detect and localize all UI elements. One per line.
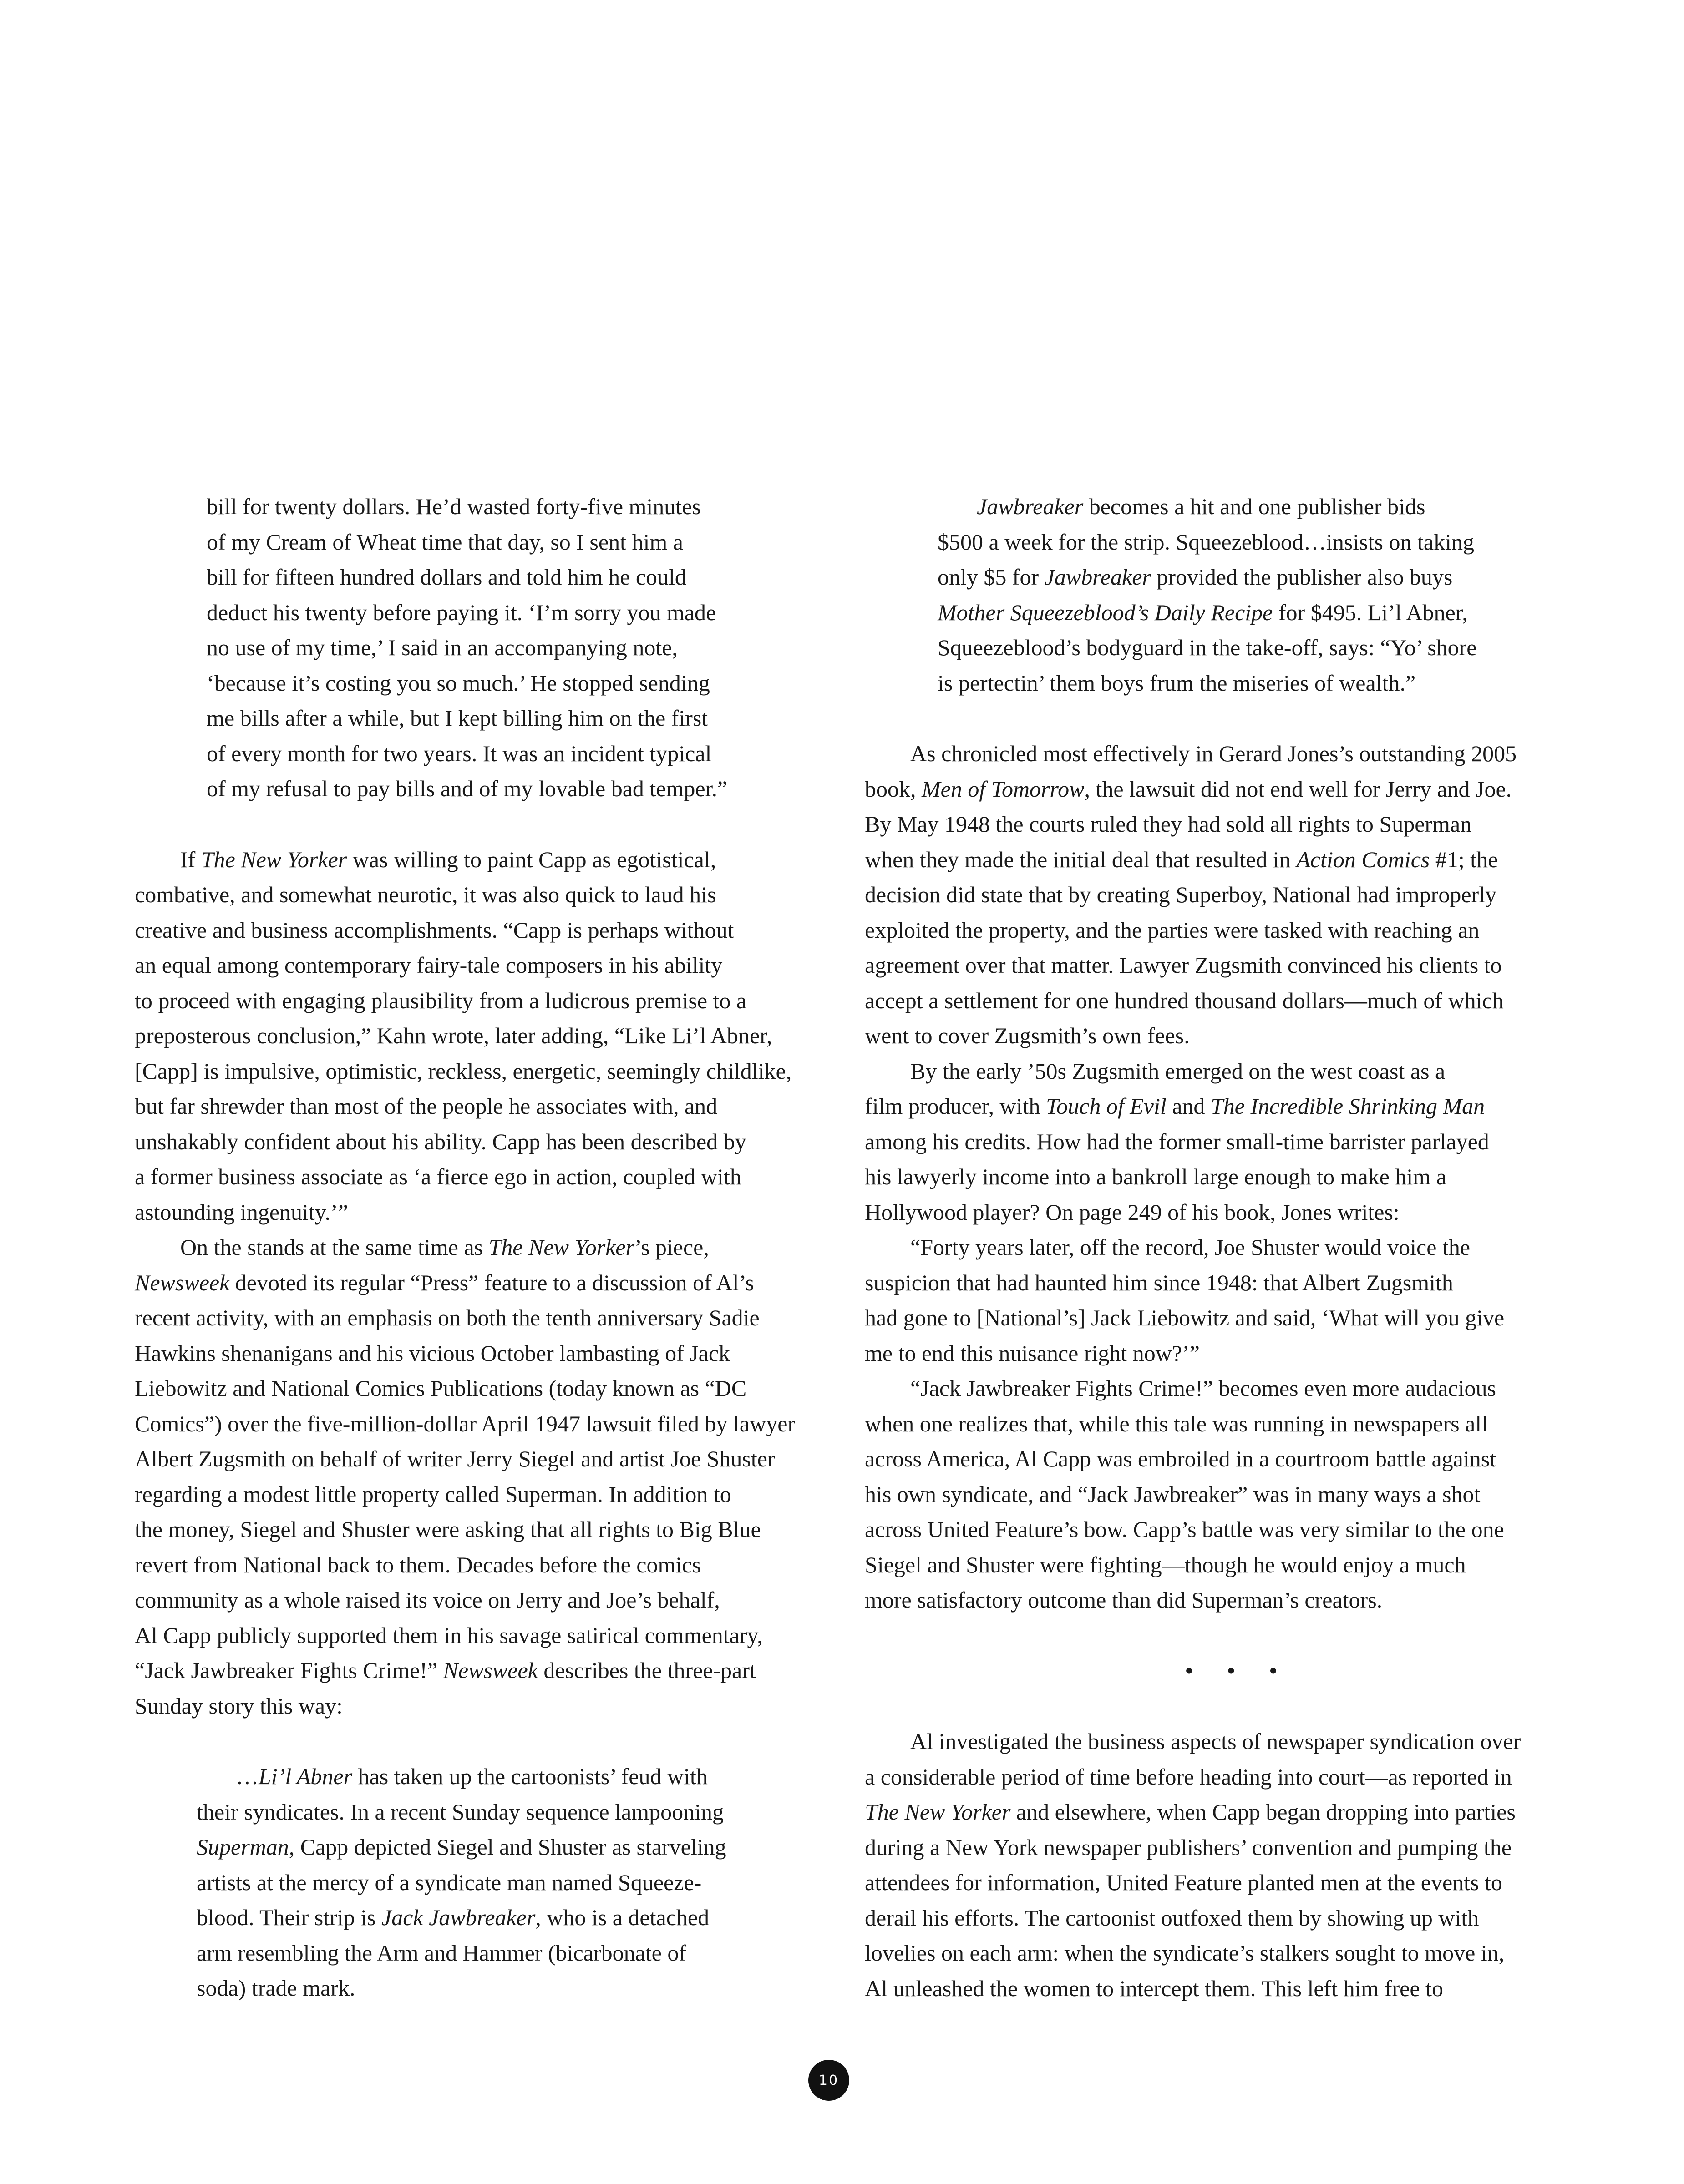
quote-line: no use of my time,’ I said in an accompanying note,	[207, 635, 678, 660]
paragraph-6	[865, 1371, 1538, 1618]
paragraph-line: a former business associate as ‘a fierce ego in action, coupled with	[135, 1164, 741, 1189]
paragraph-line: Hawkins shenanigans and his vicious October lambasting of Jack	[135, 1340, 730, 1366]
paragraph-line: attendees for information, United Feature planted men at the events to	[865, 1870, 1502, 1895]
paragraph-line: a considerable period of time before heading into court—as reported in	[865, 1764, 1512, 1790]
paragraph-line: accept a settlement for one hundred thousand dollars—much of which	[865, 987, 1504, 1013]
paragraph-line: but far shrewder than most of the people he associates with, and	[135, 1093, 718, 1119]
paragraph-line: exploited the property, and the parties were tasked with reaching an	[865, 917, 1480, 943]
paragraph-line: lovelies on each arm: when the syndicate’s stalkers sought to move in,	[865, 1940, 1505, 1966]
paragraph-line: Comics”) over the five-million-dollar April 1947 lawsuit filed by lawyer	[135, 1410, 796, 1436]
paragraph-line: combative, and somewhat neurotic, it was also quick to laud his	[135, 882, 716, 907]
paragraph-line: across United Feature’s bow. Capp’s battle was very similar to the one	[865, 1517, 1504, 1542]
paragraph-line: among his credits. How had the former small-time barrister parlayed	[865, 1128, 1489, 1154]
paragraph-line: regarding a modest little property called Superman. In addition to	[135, 1481, 731, 1507]
paragraph-line: went to cover Zugsmith’s own fees.	[865, 1023, 1190, 1048]
quote-line: me bills after a while, but I kept billing him on the first	[207, 705, 708, 731]
paragraph-line: his lawyerly income into a bankroll large enough to make him a	[865, 1164, 1446, 1189]
quote-line: artists at the mercy of a syndicate man named Squeeze-	[197, 1869, 702, 1895]
paragraph-line: me to end this nuisance right now?’”	[865, 1340, 1200, 1366]
paragraph-line: Al unleashed the women to intercept them. This left him free to	[865, 1975, 1443, 2001]
paragraph-line: decision did state that by creating Superboy, National had improperly	[865, 882, 1497, 907]
paragraph-5	[865, 1230, 1538, 1371]
paragraph-line: the money, Siegel and Shuster were asking that all rights to Big Blue	[135, 1517, 761, 1542]
paragraph-2	[135, 1230, 808, 1724]
paragraph-line: recent activity, with an emphasis on both the tenth anniversary Sadie	[135, 1305, 760, 1330]
paragraph-line: On the stands at the same time as The New Yorker’s piece,	[180, 1234, 709, 1260]
quote-line: Squeezeblood’s bodyguard in the take-off, says: “Yo’ shore	[938, 635, 1477, 660]
quote-line: deduct his twenty before paying it. ‘I’m sorry you made	[207, 599, 716, 625]
paragraph-line: By May 1948 the courts ruled they had sold all rights to Superman	[865, 811, 1472, 837]
paragraph-line: creative and business accomplishments. “Capp is perhaps without	[135, 917, 734, 943]
section-separator: • • •	[1185, 1657, 1291, 1684]
paragraph-line: agreement over that matter. Lawyer Zugsmith convinced his clients to	[865, 952, 1502, 978]
paragraph-line: had gone to [National’s] Jack Liebowitz and said, ‘What will you give	[865, 1305, 1505, 1330]
paragraph-line: revert from National back to them. Decades before the comics	[135, 1552, 701, 1577]
paragraph-line: an equal among contemporary fairy-tale composers in his ability	[135, 952, 723, 978]
paragraph-line: Newsweek devoted its regular “Press” feature to a discussion of Al’s	[135, 1269, 754, 1295]
quote-line: Jawbreaker becomes a hit and one publisher bids	[977, 494, 1425, 519]
paragraph-line: [Capp] is impulsive, optimistic, reckless, energetic, seemingly childlike,	[135, 1058, 792, 1084]
paragraph-line: preposterous conclusion,” Kahn wrote, later adding, “Like Li’l Abner,	[135, 1023, 772, 1048]
paragraph-line: “Jack Jawbreaker Fights Crime!” becomes even more audacious	[910, 1375, 1496, 1401]
quote-line: of my refusal to pay bills and of my lovable bad temper.”	[207, 776, 728, 801]
paragraph-line: film producer, with Touch of Evil and The Incredible Shrinking Man	[865, 1093, 1485, 1119]
quote-line: …Li’l Abner has taken up the cartoonists’ feud with	[236, 1764, 708, 1789]
left-column	[135, 489, 808, 2006]
quote-line: their syndicates. In a recent Sunday sequence lampooning	[197, 1799, 724, 1825]
block-quote-2	[135, 1759, 808, 2006]
paragraph-line: Liebowitz and National Comics Publications (today known as “DC	[135, 1375, 747, 1401]
paragraph-line: If The New Yorker was willing to paint Capp as egotistical,	[180, 846, 716, 872]
quote-line: bill for twenty dollars. He’d wasted forty-five minutes	[207, 494, 701, 519]
paragraph-line: community as a whole raised its voice on Jerry and Joe’s behalf,	[135, 1587, 720, 1613]
paragraph-line: across America, Al Capp was embroiled in a courtroom battle against	[865, 1446, 1496, 1471]
quote-line: blood. Their strip is Jack Jawbreaker, who is a detached	[197, 1905, 710, 1930]
paragraph-line: Siegel and Shuster were fighting—though he would enjoy a much	[865, 1552, 1466, 1577]
right-column	[865, 489, 1538, 2006]
quote-line: $500 a week for the strip. Squeezeblood…insists on taking	[938, 529, 1474, 555]
block-quote-1	[135, 489, 808, 807]
paragraph-line: By the early ’50s Zugsmith emerged on the west coast as a	[910, 1058, 1446, 1084]
paragraph-line: more satisfactory outcome than did Superman’s creators.	[865, 1587, 1383, 1613]
paragraph-line: Albert Zugsmith on behalf of writer Jerry Siegel and artist Joe Shuster	[135, 1446, 775, 1471]
paragraph-line: Al investigated the business aspects of newspaper syndication over	[910, 1729, 1521, 1754]
quote-line: arm resembling the Arm and Hammer (bicarbonate of	[197, 1940, 687, 1966]
quote-line: ‘because it’s costing you so much.’ He stopped sending	[207, 670, 710, 696]
paragraph-line: unshakably confident about his ability. Capp has been described by	[135, 1128, 746, 1154]
paragraph-line: “Forty years later, off the record, Joe Shuster would voice the	[910, 1234, 1471, 1260]
paragraph-line: suspicion that had haunted him since 1948: that Albert Zugsmith	[865, 1269, 1453, 1295]
paragraph-line: Al Capp publicly supported them in his savage satirical commentary,	[135, 1622, 763, 1648]
paragraph-4	[865, 1054, 1538, 1230]
quote-line: of every month for two years. It was an incident typical	[207, 740, 712, 766]
paragraph-line: his own syndicate, and “Jack Jawbreaker” was in many ways a shot	[865, 1481, 1481, 1507]
quote-line: Superman, Capp depicted Siegel and Shuster as starveling	[197, 1834, 726, 1860]
paragraph-line: “Jack Jawbreaker Fights Crime!” Newsweek describes the three-part	[135, 1658, 756, 1683]
quote-line: Mother Squeezeblood’s Daily Recipe for $495. Li’l Abner,	[938, 599, 1468, 625]
paragraph-line: As chronicled most effectively in Gerard Jones’s outstanding 2005	[910, 741, 1517, 766]
block-quote-3	[865, 489, 1538, 701]
paragraph-line: when one realizes that, while this tale was running in newspapers all	[865, 1410, 1488, 1436]
paragraph-line: Hollywood player? On page 249 of his book, Jones writes:	[865, 1199, 1400, 1225]
paragraph-line: book, Men of Tomorrow, the lawsuit did not end well for Jerry and Joe.	[865, 776, 1512, 802]
quote-line: bill for fifteen hundred dollars and told him he could	[207, 564, 686, 590]
paragraph-7	[865, 1724, 1538, 2006]
paragraph-1	[135, 842, 808, 1230]
quote-line: of my Cream of Wheat time that day, so I sent him a	[207, 529, 683, 555]
paragraph-line: during a New York newspaper publishers’ convention and pumping the	[865, 1834, 1512, 1860]
paragraph-line: to proceed with engaging plausibility from a ludicrous premise to a	[135, 987, 747, 1013]
paragraph-line: when they made the initial deal that resulted in Action Comics #1; the	[865, 846, 1498, 872]
quote-line: only $5 for Jawbreaker provided the publisher also buys	[938, 564, 1453, 590]
paragraph-line: astounding ingenuity.’”	[135, 1199, 348, 1225]
page-number: 10	[808, 2060, 849, 2101]
paragraph-line: Sunday story this way:	[135, 1693, 343, 1719]
paragraph-line: derail his efforts. The cartoonist outfoxed them by showing up with	[865, 1905, 1479, 1931]
quote-line: is pertectin’ them boys frum the miseries of wealth.”	[938, 670, 1416, 696]
paragraph-3	[865, 736, 1538, 1054]
quote-line: soda) trade mark.	[197, 1975, 355, 2001]
paragraph-line: The New Yorker and elsewhere, when Capp began dropping into parties	[865, 1799, 1516, 1825]
